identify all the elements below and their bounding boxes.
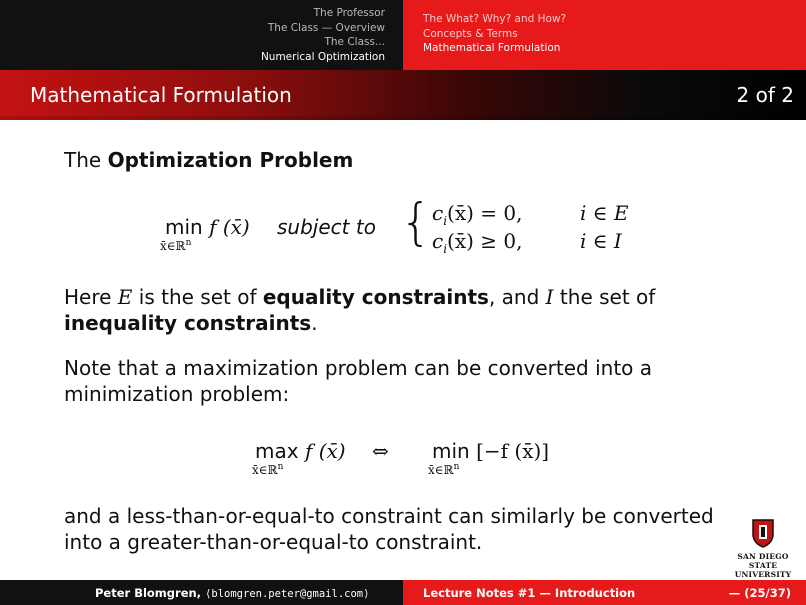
- section-nav: [261, 6, 385, 64]
- section-nav-item[interactable]: The Class...: [324, 36, 385, 49]
- top-header: [0, 0, 806, 70]
- max-domain: x̄∈ℝ: [252, 463, 278, 477]
- max-function: f (x̄): [304, 439, 346, 463]
- footer-lecture: Lecture Notes #1 — Introduction: [423, 586, 636, 600]
- min-operator: min: [165, 215, 203, 239]
- section-nav-item[interactable]: The Class — Overview: [267, 21, 385, 34]
- paragraph-constraints: [64, 284, 724, 336]
- text-line: into a greater-than-or-equal-to constraint.: [64, 530, 483, 554]
- footer-left: [0, 580, 403, 605]
- constraint-index: i: [443, 242, 448, 256]
- min-operator: min: [432, 439, 470, 463]
- text: the set of: [559, 285, 656, 309]
- author-email: ⟨blomgren.peter@gmail.com⟩: [205, 588, 370, 600]
- max-domain-power: n: [277, 462, 284, 472]
- inequality-term: inequality constraints: [64, 311, 312, 335]
- subsection-nav-item-active[interactable]: Mathematical Formulation: [423, 42, 561, 55]
- negated-function: [−f (x̄)]: [476, 439, 550, 463]
- logo-text-line2: UNIVERSITY: [734, 570, 792, 579]
- frame-title-bar: [0, 70, 806, 120]
- section-nav-item-active[interactable]: Numerical Optimization: [260, 50, 385, 63]
- text: Here: [64, 285, 112, 309]
- footer-page-number: — (25/37): [728, 586, 791, 600]
- header-right-panel: [403, 0, 806, 70]
- university-logo: [728, 518, 798, 579]
- paragraph-maximization: [64, 355, 652, 407]
- text: .: [311, 311, 318, 335]
- min-domain: x̄∈ℝ: [160, 239, 186, 253]
- min-domain-power: n: [453, 462, 460, 472]
- min-domain: x̄∈ℝ: [428, 463, 454, 477]
- text-line: Note that a maximization problem can be converted into a: [64, 356, 653, 380]
- text: is the set of: [138, 285, 257, 309]
- header-left-panel: [0, 0, 403, 70]
- constraint-symbol: c: [432, 201, 444, 225]
- constraint-index: i: [443, 214, 448, 228]
- inequality-constraint: [432, 228, 523, 262]
- constraint-expression: (x̄) ≥ 0,: [447, 229, 523, 253]
- logo-text-line1: SAN DIEGO STATE: [737, 552, 789, 570]
- subsection-nav: [423, 12, 566, 56]
- max-operator: max: [255, 439, 299, 463]
- min-domain-power: n: [185, 238, 192, 248]
- heading-bold: Optimization Problem: [107, 148, 354, 172]
- footer-author: [95, 586, 369, 600]
- constraint-expression: (x̄) = 0,: [447, 201, 523, 225]
- subject-to: subject to: [277, 215, 376, 239]
- objective-function: f (x̄): [209, 215, 250, 239]
- inequality-set: i ∈ I: [580, 229, 622, 253]
- constraint-symbol: c: [432, 229, 444, 253]
- text-line: and a less-than-or-equal-to constraint can similarly be converted: [64, 504, 714, 528]
- heading: [64, 147, 353, 173]
- frame-title: Mathematical Formulation: [30, 83, 292, 107]
- heading-prefix: The: [64, 148, 102, 172]
- min-subscript-2: [428, 460, 459, 477]
- equality-term: equality constraints: [262, 285, 489, 309]
- left-brace: {: [400, 193, 432, 251]
- set-i: I: [545, 285, 554, 309]
- text-line: minimization problem:: [64, 382, 290, 406]
- subsection-nav-item[interactable]: The What? Why? and How?: [423, 13, 567, 25]
- paragraph-conversion: [64, 503, 714, 555]
- set-e: E: [117, 285, 133, 309]
- min-subscript: [160, 236, 191, 253]
- shield-icon: [750, 518, 776, 548]
- max-subscript: [252, 460, 283, 477]
- slide-body: [0, 120, 806, 575]
- author-name: Peter Blomgren,: [95, 586, 202, 600]
- equivalence-arrow: ⇔: [372, 439, 389, 463]
- section-nav-item[interactable]: The Professor: [313, 7, 385, 19]
- footer-right: [403, 580, 806, 605]
- subsection-nav-item[interactable]: Concepts & Terms: [423, 27, 518, 40]
- equality-set: i ∈ E: [580, 201, 629, 225]
- frame-page-count: 2 of 2: [736, 83, 794, 107]
- text: , and: [488, 285, 540, 309]
- footer: [0, 580, 806, 605]
